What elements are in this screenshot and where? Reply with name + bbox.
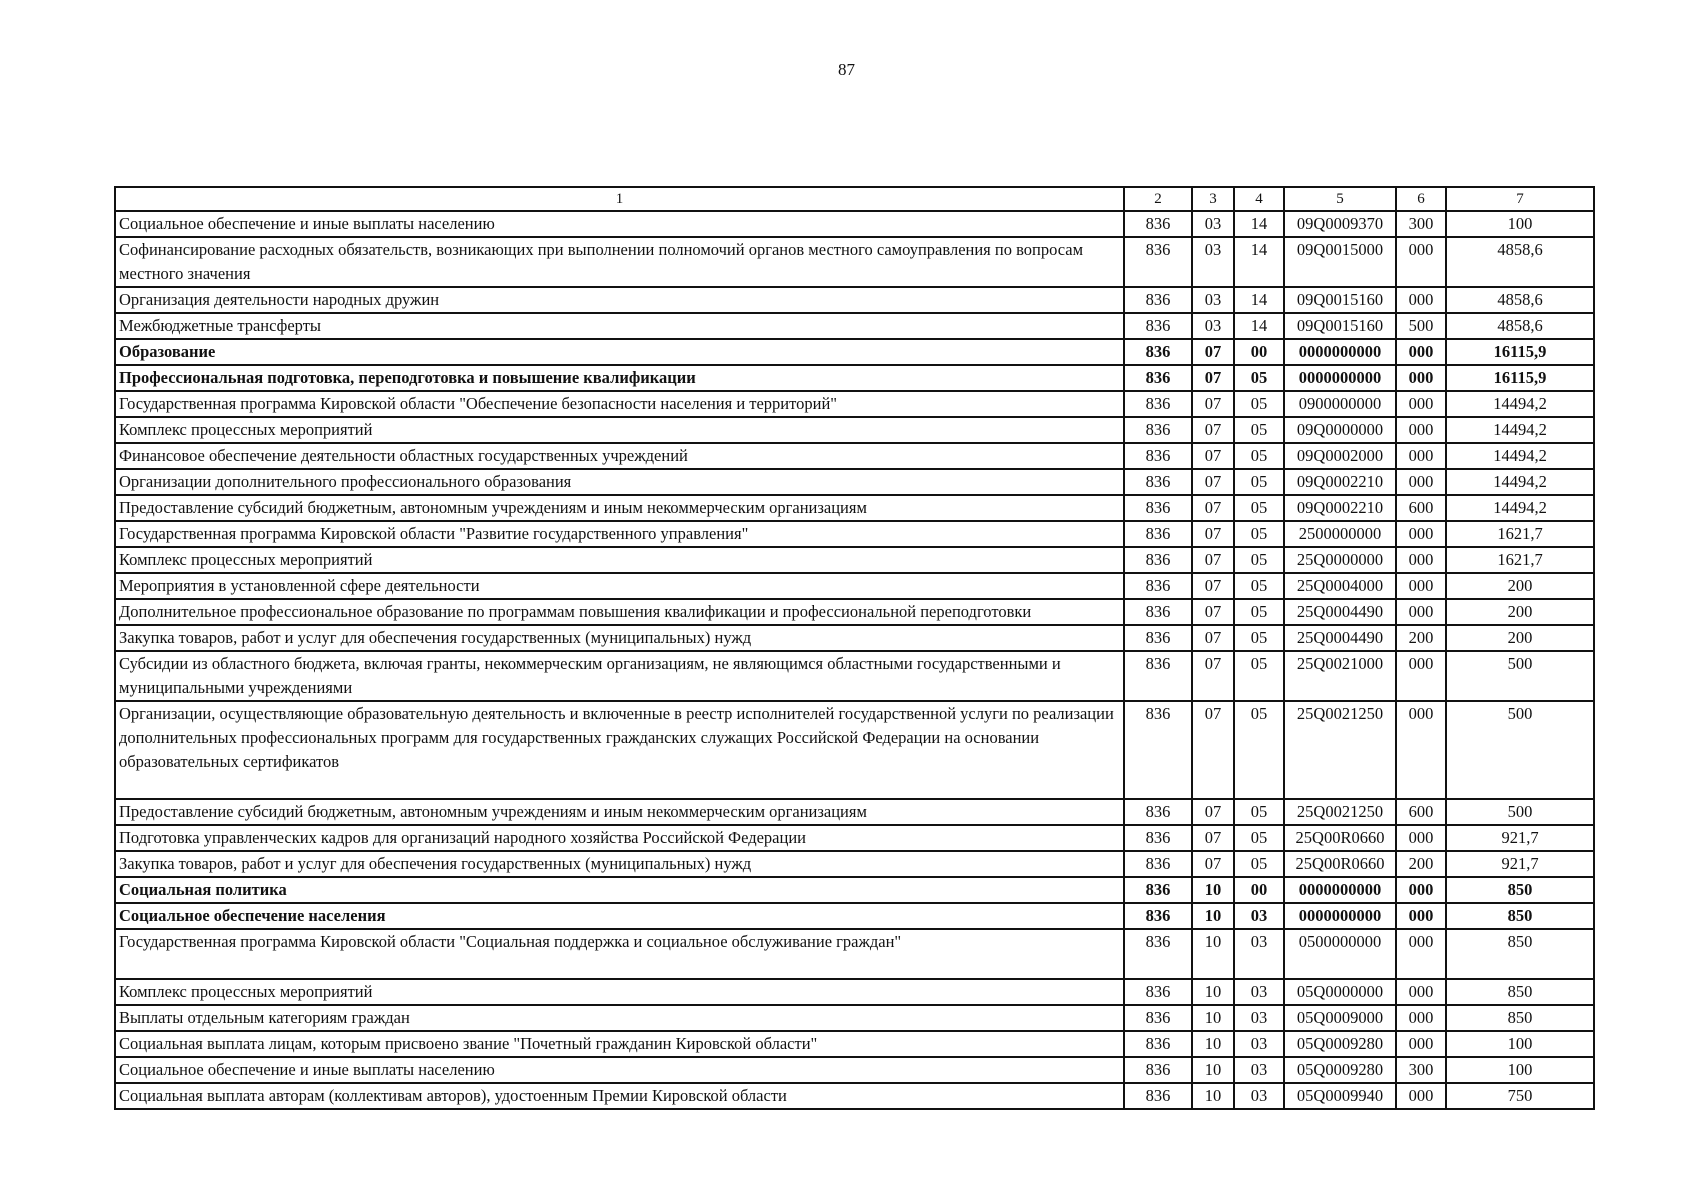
item-name-cell: Межбюджетные трансферты	[115, 313, 1124, 339]
item-name-cell: Субсидии из областного бюджета, включая гранты, некоммерческим организациям, не являющимся областными государственными и муниципальными учреждениями	[115, 651, 1124, 701]
section-code-cell: 07	[1192, 417, 1234, 443]
table-row	[115, 339, 1594, 365]
target-article-cell: 09Q0002210	[1284, 495, 1396, 521]
item-name-cell: Государственная программа Кировской области "Развитие государственного управления"	[115, 521, 1124, 547]
table-row	[115, 313, 1594, 339]
amount-cell: 4858,6	[1446, 287, 1594, 313]
expense-type-cell: 000	[1396, 521, 1446, 547]
expense-type-cell: 000	[1396, 1031, 1446, 1057]
amount-cell: 14494,2	[1446, 417, 1594, 443]
section-code-cell: 07	[1192, 547, 1234, 573]
target-article-cell: 25Q0004000	[1284, 573, 1396, 599]
table-row	[115, 851, 1594, 877]
subsection-code-cell: 03	[1234, 1005, 1284, 1031]
department-code-cell: 836	[1124, 701, 1192, 799]
target-article-cell: 05Q0009940	[1284, 1083, 1396, 1109]
table-row	[115, 1005, 1594, 1031]
section-code-cell: 07	[1192, 825, 1234, 851]
subsection-code-cell: 14	[1234, 313, 1284, 339]
expense-type-cell: 000	[1396, 339, 1446, 365]
item-name-cell: Предоставление субсидий бюджетным, автономным учреждениям и иным некоммерческим организациям	[115, 799, 1124, 825]
expense-type-cell: 000	[1396, 903, 1446, 929]
subsection-code-cell: 00	[1234, 339, 1284, 365]
department-code-cell: 836	[1124, 287, 1192, 313]
item-name-cell: Профессиональная подготовка, переподготовка и повышение квалификации	[115, 365, 1124, 391]
section-code-cell: 10	[1192, 877, 1234, 903]
page-number: 87	[838, 60, 855, 79]
target-article-cell: 09Q0015000	[1284, 237, 1396, 287]
item-name-cell: Дополнительное профессиональное образование по программам повышения квалификации и профессиональной переподготовки	[115, 599, 1124, 625]
target-article-cell: 25Q0021250	[1284, 799, 1396, 825]
section-code-cell: 03	[1192, 211, 1234, 237]
amount-cell: 16115,9	[1446, 365, 1594, 391]
target-article-cell: 25Q0004490	[1284, 625, 1396, 651]
target-article-cell: 0000000000	[1284, 877, 1396, 903]
expense-type-cell: 000	[1396, 1083, 1446, 1109]
section-code-cell: 10	[1192, 979, 1234, 1005]
target-article-cell: 0900000000	[1284, 391, 1396, 417]
expense-type-cell: 000	[1396, 877, 1446, 903]
amount-cell: 14494,2	[1446, 391, 1594, 417]
section-code-cell: 07	[1192, 469, 1234, 495]
item-name-cell: Социальная выплата лицам, которым присвоено звание "Почетный гражданин Кировской области"	[115, 1031, 1124, 1057]
department-code-cell: 836	[1124, 391, 1192, 417]
table-row	[115, 521, 1594, 547]
expense-type-cell: 000	[1396, 929, 1446, 979]
item-name-cell: Социальная выплата авторам (коллективам авторов), удостоенным Премии Кировской области	[115, 1083, 1124, 1109]
expense-type-cell: 000	[1396, 651, 1446, 701]
table-row	[115, 391, 1594, 417]
amount-cell: 850	[1446, 877, 1594, 903]
expense-type-cell: 200	[1396, 625, 1446, 651]
expense-type-cell: 000	[1396, 979, 1446, 1005]
item-name-cell: Образование	[115, 339, 1124, 365]
expense-type-cell: 000	[1396, 287, 1446, 313]
subsection-code-cell: 03	[1234, 1031, 1284, 1057]
section-code-cell: 07	[1192, 365, 1234, 391]
amount-cell: 500	[1446, 799, 1594, 825]
target-article-cell: 05Q0009280	[1284, 1031, 1396, 1057]
expense-type-cell: 300	[1396, 1057, 1446, 1083]
expense-type-cell: 000	[1396, 547, 1446, 573]
amount-cell: 850	[1446, 1005, 1594, 1031]
expense-type-cell: 000	[1396, 825, 1446, 851]
target-article-cell: 09Q0000000	[1284, 417, 1396, 443]
item-name-cell: Предоставление субсидий бюджетным, автономным учреждениям и иным некоммерческим организациям	[115, 495, 1124, 521]
department-code-cell: 836	[1124, 625, 1192, 651]
subsection-code-cell: 05	[1234, 825, 1284, 851]
expense-type-cell: 600	[1396, 799, 1446, 825]
item-name-cell: Выплаты отдельным категориям граждан	[115, 1005, 1124, 1031]
subsection-code-cell: 05	[1234, 851, 1284, 877]
table-row	[115, 929, 1594, 979]
item-name-cell: Подготовка управленческих кадров для организаций народного хозяйства Российской Федерации	[115, 825, 1124, 851]
expense-type-cell: 000	[1396, 1005, 1446, 1031]
item-name-cell: Организации, осуществляющие образовательную деятельность и включенные в реестр исполнителей государственной услуги по реализации дополнительных профессиональных программ для государственных гражданских служащих Российской Федерации на основании образовательных сертификатов	[115, 701, 1124, 799]
subsection-code-cell: 03	[1234, 1083, 1284, 1109]
item-name-cell: Организация деятельности народных дружин	[115, 287, 1124, 313]
target-article-cell: 09Q0015160	[1284, 313, 1396, 339]
target-article-cell: 0500000000	[1284, 929, 1396, 979]
section-code-cell: 07	[1192, 573, 1234, 599]
expense-type-cell: 000	[1396, 391, 1446, 417]
table-row	[115, 469, 1594, 495]
amount-cell: 100	[1446, 211, 1594, 237]
table-row	[115, 1057, 1594, 1083]
department-code-cell: 836	[1124, 495, 1192, 521]
expense-type-cell: 000	[1396, 237, 1446, 287]
table-row	[115, 1083, 1594, 1109]
amount-cell: 850	[1446, 903, 1594, 929]
subsection-code-cell: 14	[1234, 237, 1284, 287]
subsection-code-cell: 05	[1234, 469, 1284, 495]
department-code-cell: 836	[1124, 877, 1192, 903]
section-code-cell: 07	[1192, 339, 1234, 365]
table-row	[115, 211, 1594, 237]
item-name-cell: Закупка товаров, работ и услуг для обеспечения государственных (муниципальных) нужд	[115, 625, 1124, 651]
department-code-cell: 836	[1124, 313, 1192, 339]
department-code-cell: 836	[1124, 599, 1192, 625]
subsection-code-cell: 05	[1234, 701, 1284, 799]
section-code-cell: 07	[1192, 521, 1234, 547]
section-code-cell: 07	[1192, 799, 1234, 825]
department-code-cell: 836	[1124, 1057, 1192, 1083]
section-code-cell: 10	[1192, 1083, 1234, 1109]
table-row	[115, 979, 1594, 1005]
section-code-cell: 07	[1192, 701, 1234, 799]
amount-cell: 14494,2	[1446, 443, 1594, 469]
section-code-cell: 10	[1192, 1005, 1234, 1031]
target-article-cell: 0000000000	[1284, 365, 1396, 391]
subsection-code-cell: 05	[1234, 521, 1284, 547]
department-code-cell: 836	[1124, 417, 1192, 443]
table-row	[115, 825, 1594, 851]
target-article-cell: 05Q0009280	[1284, 1057, 1396, 1083]
table-row	[115, 877, 1594, 903]
header-cell: 7	[1446, 187, 1594, 211]
table-row	[115, 599, 1594, 625]
target-article-cell: 09Q0015160	[1284, 287, 1396, 313]
header-row	[115, 187, 1594, 211]
amount-cell: 500	[1446, 701, 1594, 799]
section-code-cell: 07	[1192, 851, 1234, 877]
section-code-cell: 03	[1192, 287, 1234, 313]
item-name-cell: Социальное обеспечение населения	[115, 903, 1124, 929]
table-row	[115, 625, 1594, 651]
expense-type-cell: 200	[1396, 851, 1446, 877]
amount-cell: 850	[1446, 979, 1594, 1005]
subsection-code-cell: 03	[1234, 929, 1284, 979]
amount-cell: 200	[1446, 625, 1594, 651]
expense-type-cell: 300	[1396, 211, 1446, 237]
table-row	[115, 903, 1594, 929]
subsection-code-cell: 05	[1234, 547, 1284, 573]
expense-type-cell: 000	[1396, 599, 1446, 625]
subsection-code-cell: 03	[1234, 979, 1284, 1005]
department-code-cell: 836	[1124, 825, 1192, 851]
target-article-cell: 25Q0004490	[1284, 599, 1396, 625]
target-article-cell: 2500000000	[1284, 521, 1396, 547]
item-name-cell: Закупка товаров, работ и услуг для обеспечения государственных (муниципальных) нужд	[115, 851, 1124, 877]
section-code-cell: 07	[1192, 391, 1234, 417]
header-cell: 1	[115, 187, 1124, 211]
table-row	[115, 237, 1594, 287]
amount-cell: 921,7	[1446, 825, 1594, 851]
section-code-cell: 07	[1192, 651, 1234, 701]
table-row	[115, 443, 1594, 469]
item-name-cell: Комплекс процессных мероприятий	[115, 417, 1124, 443]
department-code-cell: 836	[1124, 547, 1192, 573]
subsection-code-cell: 03	[1234, 1057, 1284, 1083]
item-name-cell: Финансовое обеспечение деятельности областных государственных учреждений	[115, 443, 1124, 469]
department-code-cell: 836	[1124, 573, 1192, 599]
section-code-cell: 03	[1192, 313, 1234, 339]
amount-cell: 100	[1446, 1057, 1594, 1083]
target-article-cell: 25Q00R0660	[1284, 851, 1396, 877]
table-row	[115, 287, 1594, 313]
subsection-code-cell: 05	[1234, 625, 1284, 651]
subsection-code-cell: 03	[1234, 903, 1284, 929]
amount-cell: 1621,7	[1446, 521, 1594, 547]
expense-type-cell: 000	[1396, 469, 1446, 495]
target-article-cell: 09Q0002000	[1284, 443, 1396, 469]
target-article-cell: 25Q0000000	[1284, 547, 1396, 573]
header-cell: 3	[1192, 187, 1234, 211]
expense-type-cell: 600	[1396, 495, 1446, 521]
expense-type-cell: 000	[1396, 701, 1446, 799]
department-code-cell: 836	[1124, 979, 1192, 1005]
item-name-cell: Государственная программа Кировской области "Обеспечение безопасности населения и территорий"	[115, 391, 1124, 417]
section-code-cell: 10	[1192, 929, 1234, 979]
department-code-cell: 836	[1124, 929, 1192, 979]
table-row	[115, 417, 1594, 443]
table-row	[115, 651, 1594, 701]
target-article-cell: 25Q0021000	[1284, 651, 1396, 701]
section-code-cell: 10	[1192, 1031, 1234, 1057]
section-code-cell: 07	[1192, 625, 1234, 651]
department-code-cell: 836	[1124, 1083, 1192, 1109]
amount-cell: 750	[1446, 1083, 1594, 1109]
amount-cell: 16115,9	[1446, 339, 1594, 365]
item-name-cell: Софинансирование расходных обязательств, возникающих при выполнении полномочий органов местного самоуправления по вопросам местного значения	[115, 237, 1124, 287]
expense-type-cell: 000	[1396, 417, 1446, 443]
table-row	[115, 365, 1594, 391]
target-article-cell: 0000000000	[1284, 339, 1396, 365]
header-cell: 5	[1284, 187, 1396, 211]
item-name-cell: Государственная программа Кировской области "Социальная поддержка и социальное обслуживание граждан"	[115, 929, 1124, 979]
table-row	[115, 495, 1594, 521]
header-cell: 4	[1234, 187, 1284, 211]
amount-cell: 100	[1446, 1031, 1594, 1057]
amount-cell: 4858,6	[1446, 313, 1594, 339]
item-name-cell: Социальное обеспечение и иные выплаты населению	[115, 211, 1124, 237]
department-code-cell: 836	[1124, 211, 1192, 237]
table-row	[115, 799, 1594, 825]
target-article-cell: 09Q0009370	[1284, 211, 1396, 237]
subsection-code-cell: 05	[1234, 417, 1284, 443]
item-name-cell: Мероприятия в установленной сфере деятельности	[115, 573, 1124, 599]
department-code-cell: 836	[1124, 651, 1192, 701]
subsection-code-cell: 05	[1234, 443, 1284, 469]
item-name-cell: Социальная политика	[115, 877, 1124, 903]
header-cell: 2	[1124, 187, 1192, 211]
table-row	[115, 547, 1594, 573]
target-article-cell: 09Q0002210	[1284, 469, 1396, 495]
item-name-cell: Комплекс процессных мероприятий	[115, 547, 1124, 573]
department-code-cell: 836	[1124, 521, 1192, 547]
expense-type-cell: 000	[1396, 365, 1446, 391]
item-name-cell: Организации дополнительного профессионального образования	[115, 469, 1124, 495]
amount-cell: 921,7	[1446, 851, 1594, 877]
table-body	[115, 211, 1594, 1109]
amount-cell: 200	[1446, 573, 1594, 599]
amount-cell: 1621,7	[1446, 547, 1594, 573]
department-code-cell: 836	[1124, 365, 1192, 391]
subsection-code-cell: 05	[1234, 365, 1284, 391]
subsection-code-cell: 05	[1234, 599, 1284, 625]
department-code-cell: 836	[1124, 443, 1192, 469]
subsection-code-cell: 05	[1234, 651, 1284, 701]
section-code-cell: 07	[1192, 599, 1234, 625]
target-article-cell: 05Q0009000	[1284, 1005, 1396, 1031]
subsection-code-cell: 05	[1234, 391, 1284, 417]
target-article-cell: 05Q0000000	[1284, 979, 1396, 1005]
section-code-cell: 10	[1192, 903, 1234, 929]
amount-cell: 200	[1446, 599, 1594, 625]
subsection-code-cell: 05	[1234, 495, 1284, 521]
subsection-code-cell: 05	[1234, 573, 1284, 599]
department-code-cell: 836	[1124, 339, 1192, 365]
amount-cell: 500	[1446, 651, 1594, 701]
expense-type-cell: 000	[1396, 443, 1446, 469]
table-row	[115, 573, 1594, 599]
department-code-cell: 836	[1124, 903, 1192, 929]
department-code-cell: 836	[1124, 1005, 1192, 1031]
section-code-cell: 07	[1192, 495, 1234, 521]
item-name-cell: Комплекс процессных мероприятий	[115, 979, 1124, 1005]
subsection-code-cell: 05	[1234, 799, 1284, 825]
section-code-cell: 10	[1192, 1057, 1234, 1083]
department-code-cell: 836	[1124, 237, 1192, 287]
subsection-code-cell: 00	[1234, 877, 1284, 903]
table-row	[115, 701, 1594, 799]
item-name-cell: Социальное обеспечение и иные выплаты населению	[115, 1057, 1124, 1083]
table-row	[115, 1031, 1594, 1057]
expense-type-cell: 500	[1396, 313, 1446, 339]
subsection-code-cell: 14	[1234, 287, 1284, 313]
expense-type-cell: 000	[1396, 573, 1446, 599]
amount-cell: 4858,6	[1446, 237, 1594, 287]
department-code-cell: 836	[1124, 851, 1192, 877]
section-code-cell: 07	[1192, 443, 1234, 469]
subsection-code-cell: 14	[1234, 211, 1284, 237]
target-article-cell: 25Q00R0660	[1284, 825, 1396, 851]
amount-cell: 14494,2	[1446, 495, 1594, 521]
department-code-cell: 836	[1124, 1031, 1192, 1057]
target-article-cell: 25Q0021250	[1284, 701, 1396, 799]
department-code-cell: 836	[1124, 799, 1192, 825]
department-code-cell: 836	[1124, 469, 1192, 495]
amount-cell: 14494,2	[1446, 469, 1594, 495]
budget-table	[114, 186, 1595, 1110]
amount-cell: 850	[1446, 929, 1594, 979]
section-code-cell: 03	[1192, 237, 1234, 287]
target-article-cell: 0000000000	[1284, 903, 1396, 929]
header-cell: 6	[1396, 187, 1446, 211]
